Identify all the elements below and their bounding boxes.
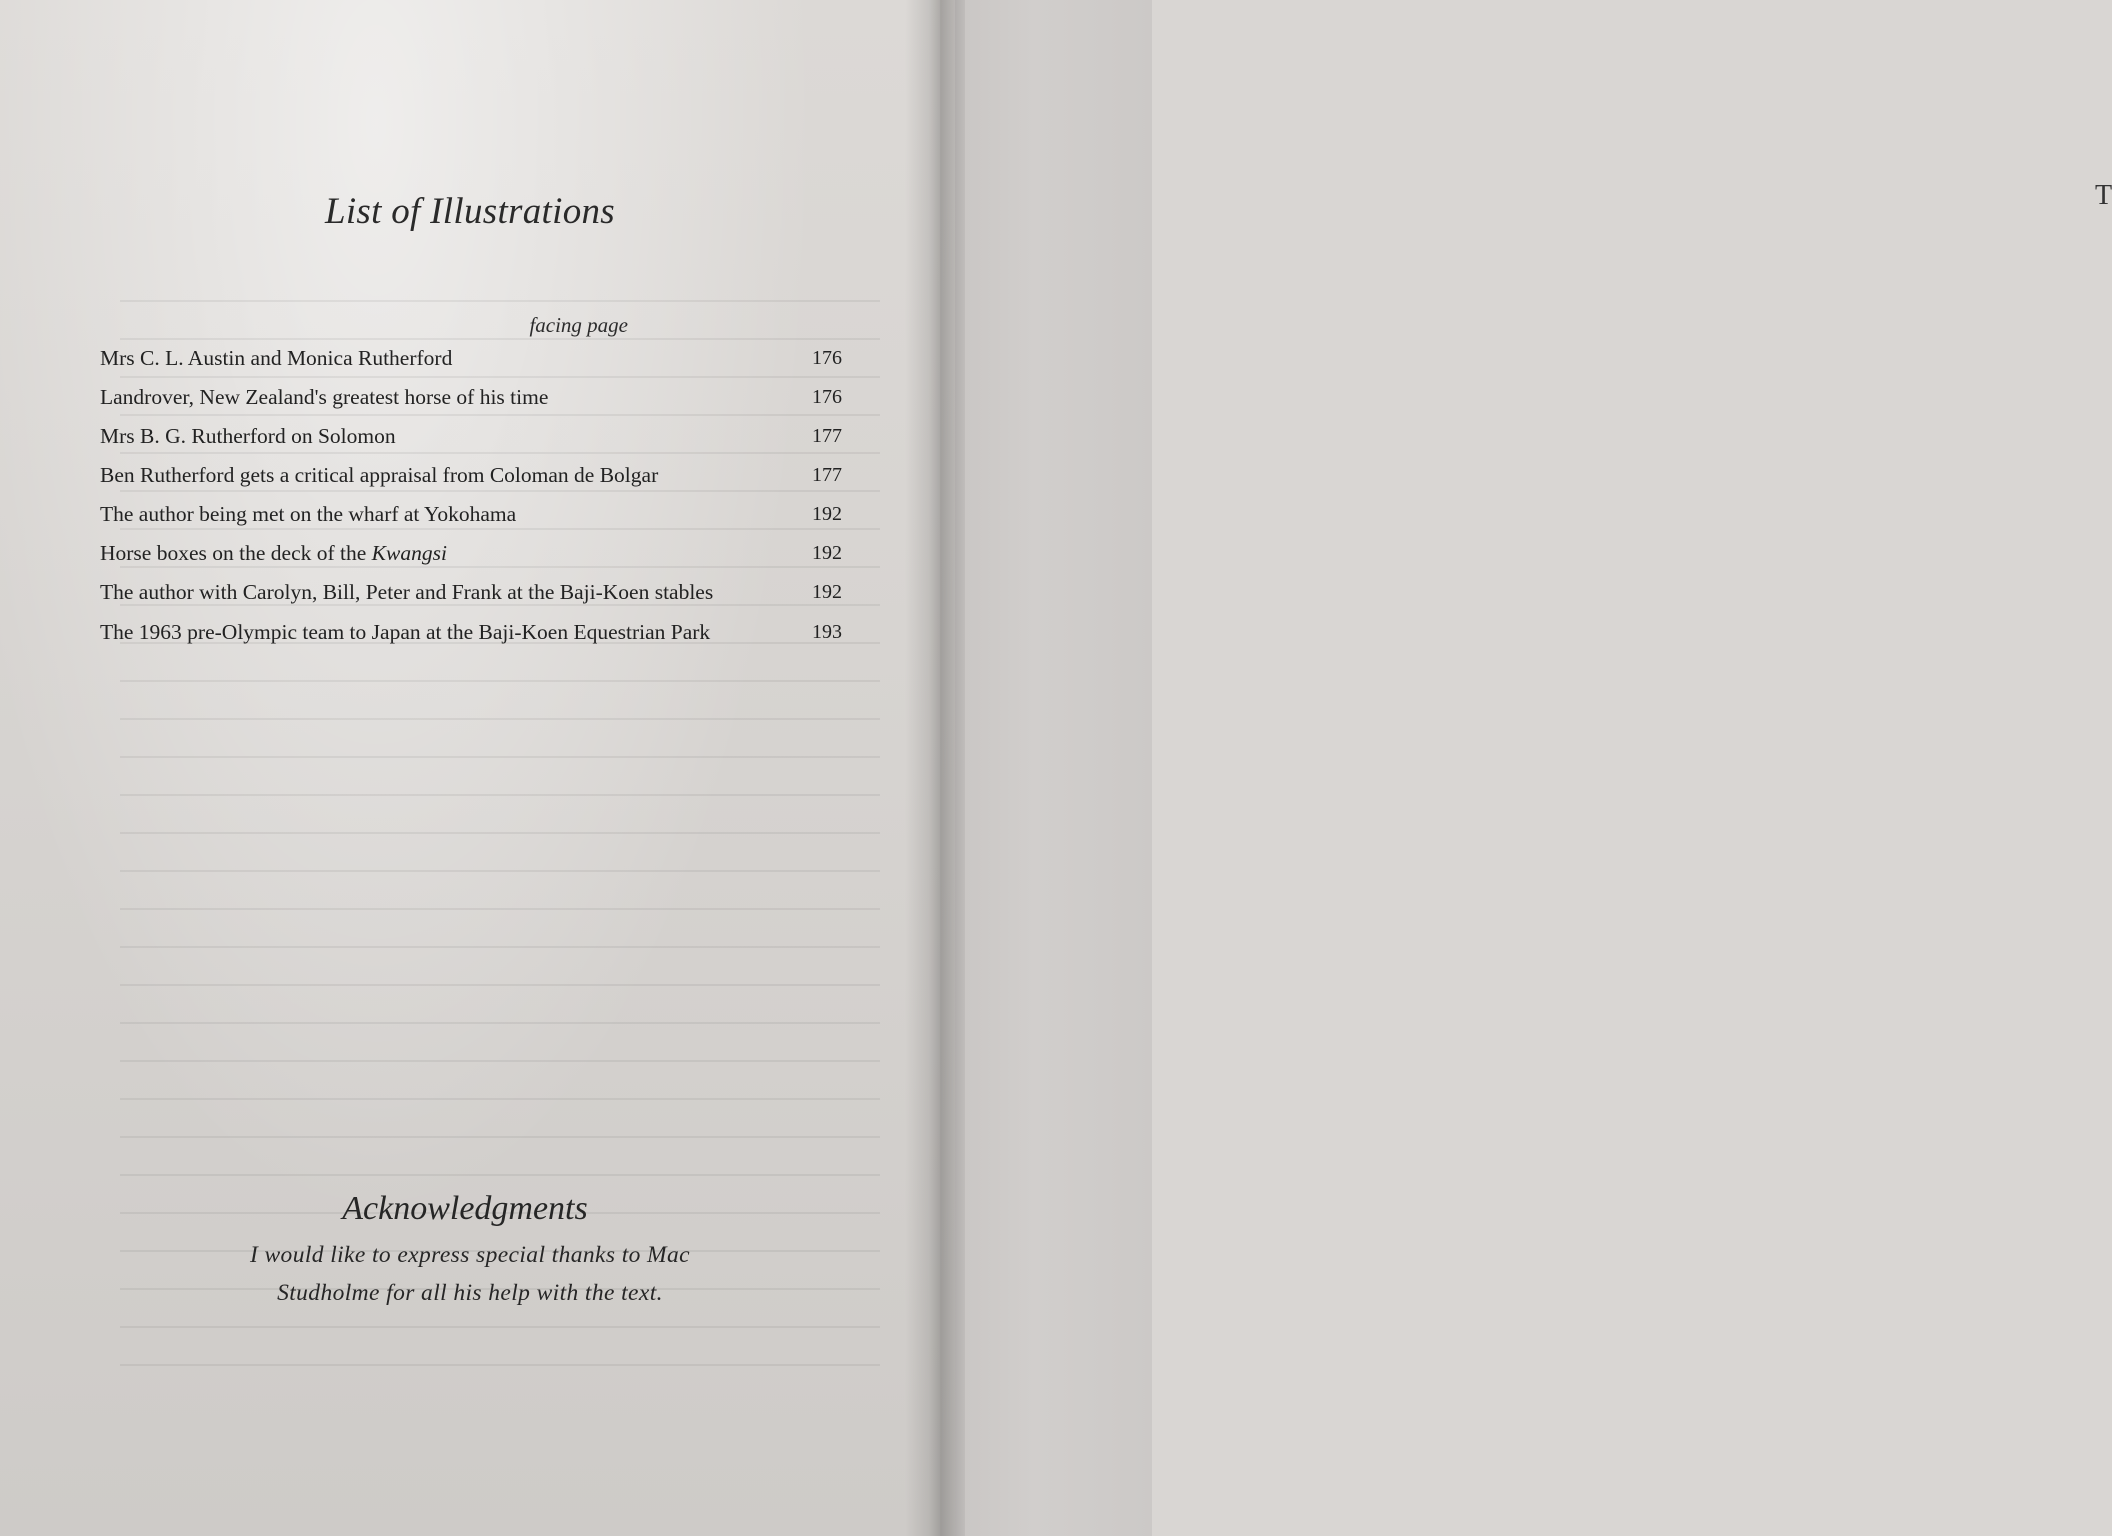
acknowledgments-line-2: Studholme for all his help with the text. bbox=[277, 1280, 663, 1306]
entry-caption: The 1963 pre-Olympic team to Japan at the Baji-Koen Equestrian Park bbox=[100, 620, 711, 644]
acknowledgments-line-1: I would like to express special thanks to Mac bbox=[249, 1242, 691, 1268]
list-item bbox=[100, 384, 842, 410]
book-page bbox=[0, 0, 940, 1536]
entry-page-number: 192 bbox=[812, 542, 842, 564]
entry-caption: Mrs B. G. Rutherford on Solomon bbox=[100, 424, 396, 448]
entry-caption: The author being met on the wharf at Yokohama bbox=[100, 502, 517, 526]
entry-caption: The author with Carolyn, Bill, Peter and Frank at the Baji-Koen stables bbox=[100, 580, 714, 604]
facing-page-letter: T bbox=[2095, 180, 2112, 211]
entry-page-number: 192 bbox=[812, 503, 842, 525]
facing-page bbox=[955, 0, 2112, 1536]
entry-caption: Landrover, New Zealand's greatest horse of his time bbox=[100, 385, 549, 409]
column-heading: facing page bbox=[529, 313, 628, 337]
page-title: List of Illustrations bbox=[324, 191, 616, 232]
entry-page-number: 176 bbox=[812, 347, 842, 369]
acknowledgments-text bbox=[190, 1236, 750, 1312]
list-item bbox=[100, 619, 842, 645]
list-item bbox=[100, 540, 842, 566]
book-gutter-shadow bbox=[905, 0, 965, 1536]
illustrations-list bbox=[100, 345, 842, 659]
list-item bbox=[100, 462, 842, 488]
entry-page-number: 192 bbox=[812, 581, 842, 603]
entry-caption: Ben Rutherford gets a critical appraisal from Coloman de Bolgar bbox=[100, 463, 659, 487]
list-item bbox=[100, 423, 842, 449]
ship-name: Kwangsi bbox=[371, 541, 447, 565]
acknowledgments-title: Acknowledgments bbox=[342, 1190, 588, 1227]
entry-page-number: 177 bbox=[812, 464, 842, 486]
entry-page-number: 177 bbox=[812, 425, 842, 447]
entry-page-number: 193 bbox=[812, 621, 842, 643]
entry-caption-text: Horse boxes on the deck of the bbox=[100, 541, 372, 565]
list-item bbox=[100, 345, 842, 371]
entry-page-number: 176 bbox=[812, 386, 842, 408]
entry-caption bbox=[100, 540, 783, 566]
list-item bbox=[100, 579, 842, 605]
entry-caption: Mrs C. L. Austin and Monica Rutherford bbox=[100, 346, 453, 370]
list-item bbox=[100, 501, 842, 527]
